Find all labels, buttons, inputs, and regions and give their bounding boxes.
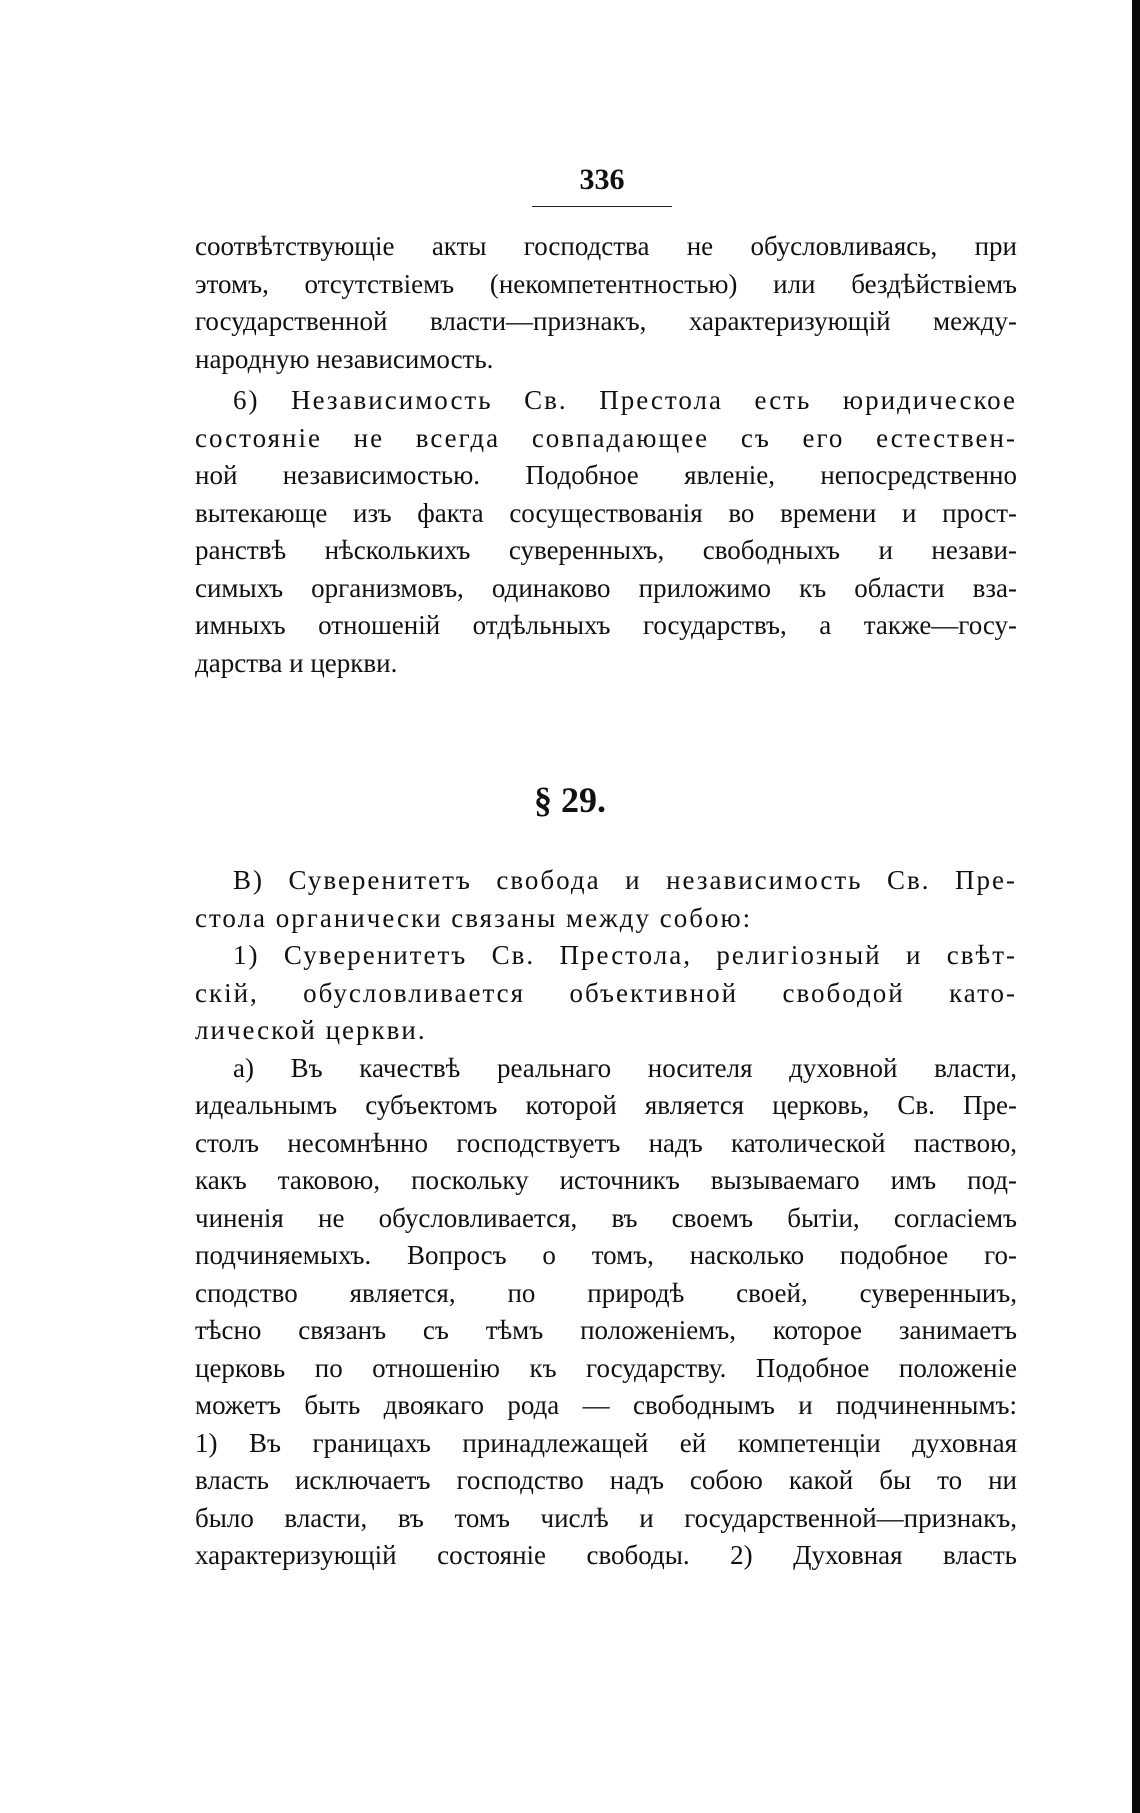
- text-line: 1) Суверенитетъ Св. Престола, религіозный и свѣт-: [233, 940, 1017, 970]
- section-heading: § 29.: [534, 780, 606, 820]
- text-line: государственной власти—признакъ, характеризующій между-: [195, 306, 1017, 336]
- text-line: этомъ, отсутствіемъ (некомпетентностью) или бездѣйствіемъ: [195, 268, 1017, 299]
- text-line: тѣсно связанъ съ тѣмъ положеніемъ, которое занимаетъ: [195, 1315, 1017, 1345]
- text-line: подчиняемыхъ. Вопросъ о томъ, насколько подобное го-: [195, 1240, 1017, 1270]
- text-line: 6) Независимость Св. Престола есть юридическое: [233, 385, 1017, 415]
- text-line: какъ таковою, поскольку источникъ вызываемаго имъ под-: [195, 1165, 1017, 1195]
- paragraph-b-independence: [195, 382, 1017, 682]
- section-body: [195, 862, 1017, 1575]
- text-line: сподство является, по природѣ своей, суверенныиъ,: [195, 1277, 1017, 1308]
- text-line: 1) Въ границахъ принадлежащей ей компетенціи духовная: [195, 1427, 1017, 1458]
- text-line: характеризующій состояніе свободы. 2) Духовная власть: [195, 1540, 1017, 1570]
- text-line: скій, обусловливается объективной свободой като-: [195, 977, 1017, 1008]
- text-line: симыхъ организмовъ, одинаково приложимо къ области вза-: [195, 572, 1017, 603]
- text-line: ранствѣ нѣсколькихъ суверенныхъ, свободныхъ и незави-: [195, 535, 1017, 565]
- text-line: В) Суверенитетъ свобода и независимость Св. Пре-: [233, 865, 1017, 895]
- text-line: лической церкви.: [195, 1015, 427, 1045]
- text-line: народную независимость.: [195, 343, 494, 374]
- page-edge-shadow: [1132, 0, 1140, 1813]
- page-number: 336: [579, 163, 625, 196]
- text-line: дарства и церкви.: [195, 647, 398, 678]
- text-line: столъ несомнѣнно господствуетъ надъ католической паствою,: [195, 1127, 1017, 1158]
- text-line: вытекающе изъ факта сосуществованія во времени и прост-: [195, 497, 1017, 528]
- paragraph-continuation: [195, 228, 1017, 378]
- text-line: чиненія не обусловливается, въ своемъ бытіи, согласіемъ: [195, 1202, 1017, 1233]
- text-line: власть исключаетъ господство надъ собою какой бы то ни: [195, 1465, 1017, 1495]
- page-number-rule: [532, 206, 672, 207]
- text-line: стола органически связаны между собою:: [195, 902, 753, 933]
- text-line: было власти, въ томъ числѣ и государственной—признакъ,: [195, 1502, 1017, 1533]
- text-line: имныхъ отношеній отдѣльныхъ государствъ, а также—госу-: [195, 610, 1017, 640]
- text-line: состояніе не всегда совпадающее съ его естествен-: [195, 422, 1017, 453]
- text-line: а) Въ качествѣ реальнаго носителя духовной власти,: [233, 1052, 1017, 1083]
- text-line: церковь по отношенію къ государству. Подобное положеніе: [195, 1352, 1017, 1383]
- text-line: можетъ быть двоякаго рода — свободнымъ и подчиненнымъ:: [195, 1390, 1017, 1420]
- text-line: ной независимостью. Подобное явленіе, непосредственно: [195, 460, 1017, 490]
- text-line: идеальнымъ субъектомъ которой является церковь, Св. Пре-: [195, 1090, 1017, 1120]
- text-line: соотвѣтствующіе акты господства не обусловливаясь, при: [195, 231, 1017, 261]
